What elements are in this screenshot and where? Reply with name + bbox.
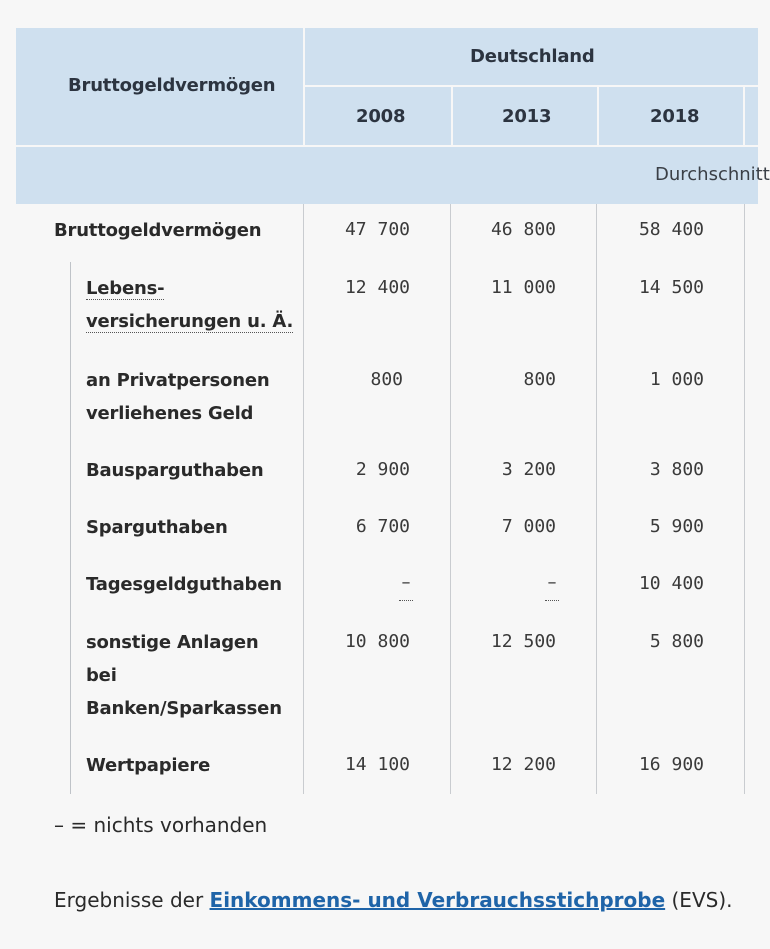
abbr-lebens[interactable]: Lebens- — [86, 278, 165, 299]
cell-value: 12 200 — [490, 754, 556, 775]
source-suffix: (EVS). — [665, 888, 733, 912]
cell-value: 5 900 — [649, 516, 704, 537]
cell-value: 14 500 — [638, 277, 704, 298]
header-year-2013: 2013 — [502, 106, 552, 127]
column-divider — [596, 204, 597, 794]
row-label-sonstige-anlagen — [86, 626, 282, 725]
cell-value: 10 400 — [638, 573, 704, 594]
row-label-line: verliehenes Geld — [86, 403, 254, 424]
cell-value-none[interactable]: – — [401, 572, 411, 593]
cell-value: 6 700 — [355, 516, 410, 537]
evs-link[interactable]: Einkommens- und Verbrauchsstichprobe — [209, 888, 666, 912]
cell-value: 46 800 — [490, 219, 556, 240]
cell-value: 2 900 — [355, 459, 410, 480]
cell-value: 3 800 — [649, 459, 704, 480]
row-label-lebensversicherungen — [86, 272, 293, 338]
unit-row-cell — [16, 147, 758, 204]
footnote: – = nichts vorhanden — [54, 813, 268, 837]
header-row-label: Bruttogeldvermögen — [68, 75, 276, 96]
column-divider — [744, 204, 745, 794]
row-label-privatpersonen — [86, 364, 269, 430]
row-label-line: Banken/Sparkassen — [86, 698, 282, 719]
header-year-cell-4 — [745, 87, 758, 145]
row-label-total: Bruttogeldvermögen — [54, 220, 262, 241]
row-label-line: bei — [86, 665, 117, 686]
dash-underline — [399, 600, 413, 601]
cell-value: 47 700 — [344, 219, 410, 240]
indent-rule — [70, 262, 71, 794]
cell-value: 12 400 — [344, 277, 410, 298]
cell-value-none[interactable]: – — [547, 572, 557, 593]
cell-value: 12 500 — [490, 631, 556, 652]
cell-value: 1 000 — [649, 369, 704, 390]
header-year-2018: 2018 — [650, 106, 700, 127]
cell-value: 10 800 — [344, 631, 410, 652]
column-divider — [450, 204, 451, 794]
row-label-tagesgeldguthaben: Tagesgeldguthaben — [86, 574, 282, 595]
cell-value: 14 100 — [344, 754, 410, 775]
row-label-bausparguthaben: Bausparguthaben — [86, 460, 264, 481]
cell-value: 800 — [370, 369, 403, 390]
row-label-line: an Privatpersonen — [86, 370, 270, 391]
cell-value: 58 400 — [638, 219, 704, 240]
header-group-label: Deutschland — [470, 46, 595, 67]
source-line — [54, 888, 732, 912]
source-prefix: Ergebnisse der — [54, 888, 210, 912]
abbr-versicherungen[interactable]: versicherungen u. Ä. — [86, 311, 294, 332]
cell-value: 3 200 — [501, 459, 556, 480]
unit-label: Durchschnitt — [655, 164, 770, 185]
dash-underline — [545, 600, 559, 601]
row-label-sparguthaben: Sparguthaben — [86, 517, 228, 538]
cell-value: 5 800 — [649, 631, 704, 652]
cell-value: 11 000 — [490, 277, 556, 298]
row-label-wertpapiere: Wertpapiere — [86, 755, 211, 776]
cell-value: 7 000 — [501, 516, 556, 537]
cell-value: 16 900 — [638, 754, 704, 775]
cell-value: 800 — [523, 369, 556, 390]
header-year-2008: 2008 — [356, 106, 406, 127]
row-label-line: sonstige Anlagen — [86, 632, 259, 653]
column-divider — [303, 204, 304, 794]
